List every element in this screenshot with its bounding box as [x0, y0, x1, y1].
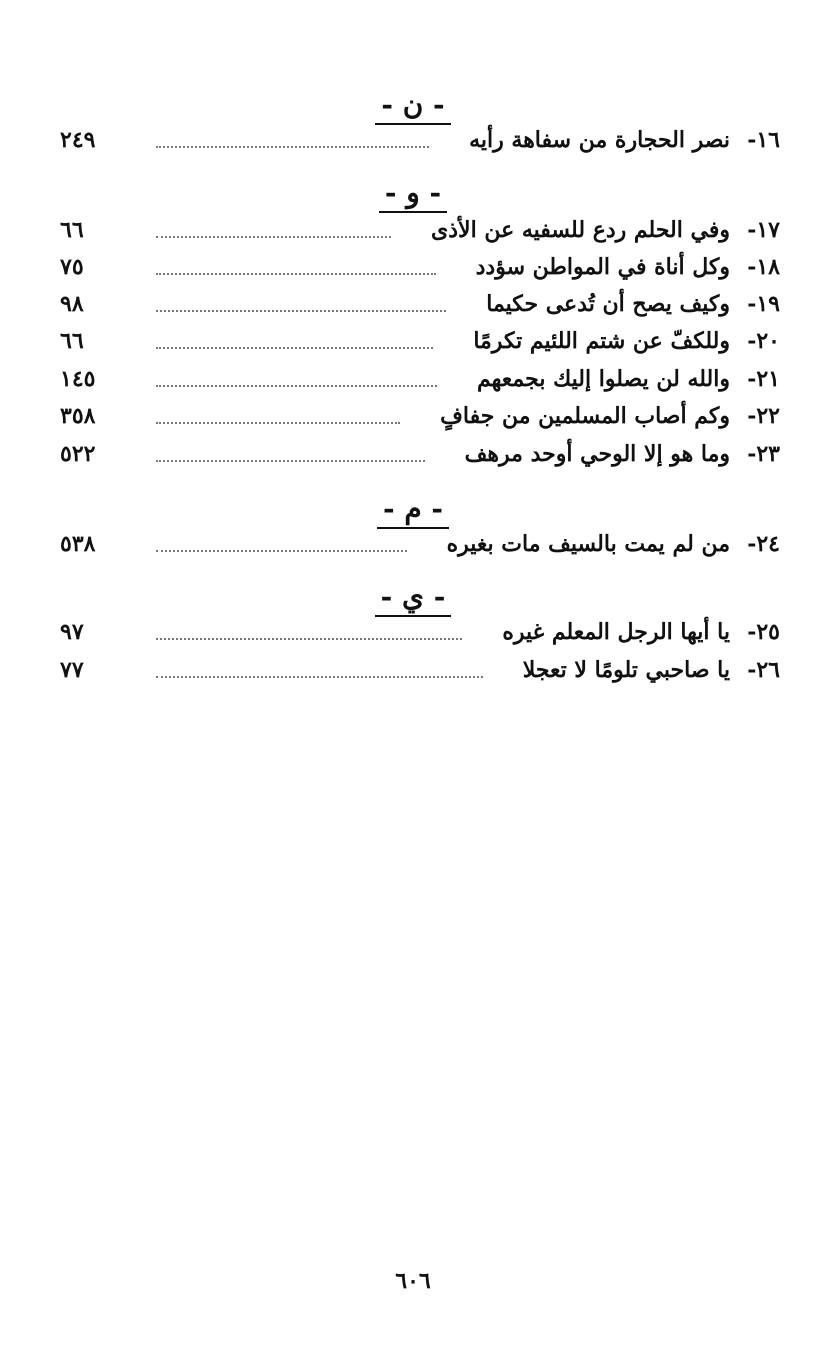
entry-number: ١٨-: [747, 254, 780, 280]
entry-page-number: ٦٦: [60, 328, 84, 354]
entry-verse: وكل أناة في المواطن سؤدد: [475, 254, 730, 280]
index-entry: [60, 251, 780, 283]
entry-number: ٢١-: [747, 366, 780, 392]
entry-page-number: ٥٢٢: [60, 441, 96, 467]
entry-verse: يا صاحبي تلومًا لا تعجلا: [522, 657, 730, 683]
index-entry: [60, 288, 780, 320]
index-entry: [60, 438, 780, 470]
section-heading-yaa: [0, 580, 826, 617]
index-entry: [60, 528, 780, 560]
entry-number: ١٩-: [747, 291, 780, 317]
entry-number: ٢٦-: [747, 657, 780, 683]
section-heading-meem: [0, 492, 826, 529]
index-entry: [60, 654, 780, 686]
entry-verse: وكيف يصح أن تُدعى حكيما: [486, 291, 730, 317]
leader-dots: [156, 674, 483, 678]
section-heading-text: - م -: [377, 492, 449, 529]
leader-dots: [156, 345, 433, 349]
entry-verse: يا أيها الرجل المعلم غيره: [502, 619, 730, 645]
leader-dots: [156, 383, 437, 387]
entry-number: ٢٠-: [747, 328, 780, 354]
section-heading-waw: [0, 176, 826, 213]
entry-number: ٢٢-: [747, 403, 780, 429]
entry-page-number: ٧٥: [60, 254, 84, 280]
index-entry: [60, 214, 780, 246]
leader-dots: [156, 144, 429, 148]
entry-number: ١٧-: [747, 217, 780, 243]
leader-dots: [156, 548, 407, 552]
page-number: ٦٠٦: [395, 1268, 431, 1294]
entry-page-number: ٣٥٨: [60, 403, 96, 429]
entry-verse: وما هو إلا الوحي أوحد مرهف: [464, 441, 730, 467]
section-heading-text: - و -: [379, 176, 447, 213]
index-entry: [60, 400, 780, 432]
leader-dots: [156, 636, 462, 640]
entry-page-number: ٥٣٨: [60, 531, 96, 557]
index-entry: [60, 363, 780, 395]
entry-number: ٢٥-: [747, 619, 780, 645]
entry-page-number: ٢٤٩: [60, 127, 96, 153]
entry-verse: والله لن يصلوا إليك بجمعهم: [477, 366, 730, 392]
index-entry: [60, 124, 780, 156]
entry-page-number: ٩٧: [60, 619, 84, 645]
entry-number: ٢٤-: [747, 531, 780, 557]
entry-page-number: ١٤٥: [60, 366, 96, 392]
entry-verse: وللكفّ عن شتم اللئيم تكرمًا: [473, 328, 730, 354]
entry-page-number: ٦٦: [60, 217, 84, 243]
entry-verse: نصر الحجارة من سفاهة رأيه: [469, 127, 730, 153]
section-heading-noon: [0, 88, 826, 125]
entry-number: ٢٣-: [747, 441, 780, 467]
section-heading-text: - ن -: [375, 88, 450, 125]
entry-page-number: ٧٧: [60, 657, 84, 683]
index-entry: [60, 616, 780, 648]
section-heading-text: - ي -: [375, 580, 452, 617]
entry-verse: من لم يمت بالسيف مات بغيره: [446, 531, 730, 557]
entry-verse: وفي الحلم ردع للسفيه عن الأذى: [431, 217, 730, 243]
entry-page-number: ٩٨: [60, 291, 84, 317]
leader-dots: [156, 308, 446, 312]
leader-dots: [156, 420, 400, 424]
leader-dots: [156, 271, 436, 275]
leader-dots: [156, 234, 391, 238]
index-entry: [60, 325, 780, 357]
leader-dots: [156, 458, 425, 462]
entry-number: ١٦-: [747, 127, 780, 153]
entry-verse: وكم أصاب المسلمين من جفافٍ: [440, 403, 730, 429]
